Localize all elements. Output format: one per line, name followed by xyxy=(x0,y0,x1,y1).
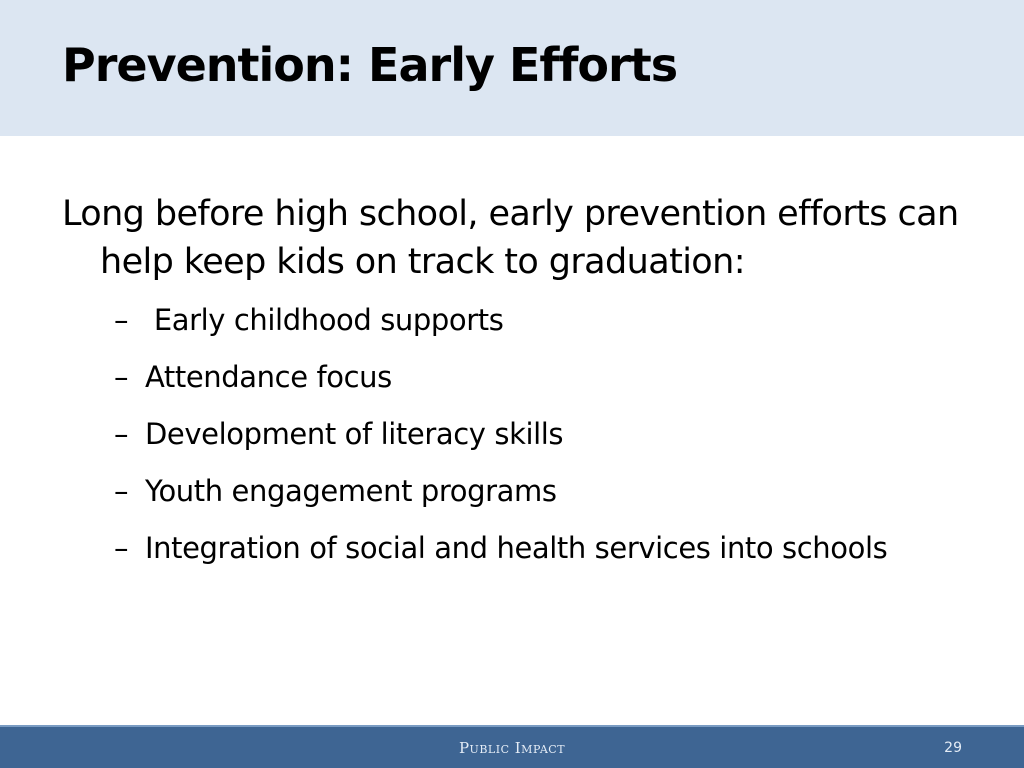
bullet-dash: – xyxy=(114,360,129,394)
title-band xyxy=(0,0,1024,136)
bullet-text: Attendance focus xyxy=(145,360,392,394)
bullet-list xyxy=(62,298,982,570)
bullet-item xyxy=(62,469,982,513)
lead-text: Long before high school, early prevention efforts can help keep kids on track to graduation: xyxy=(62,194,959,282)
footer-bar xyxy=(0,725,1024,768)
bullet-item xyxy=(62,526,982,570)
bullet-item xyxy=(62,298,982,342)
bullet-dash: – xyxy=(114,417,129,451)
bullet-item xyxy=(62,355,982,399)
bullet-dash: – xyxy=(114,531,129,565)
slide-body xyxy=(62,190,982,583)
bullet-text: Development of literacy skills xyxy=(145,417,564,451)
page-number: 29 xyxy=(944,740,962,756)
bullet-dash: – xyxy=(114,474,129,508)
footer-organization: Public Impact xyxy=(458,739,566,757)
bullet-text: Early childhood supports xyxy=(145,303,504,337)
bullet-text: Youth engagement programs xyxy=(145,474,557,508)
bullet-text: Integration of social and health services into schools xyxy=(145,531,888,565)
bullet-item xyxy=(62,412,982,456)
bullet-dash: – xyxy=(114,303,129,337)
slide-title: Prevention: Early Efforts xyxy=(62,38,678,92)
